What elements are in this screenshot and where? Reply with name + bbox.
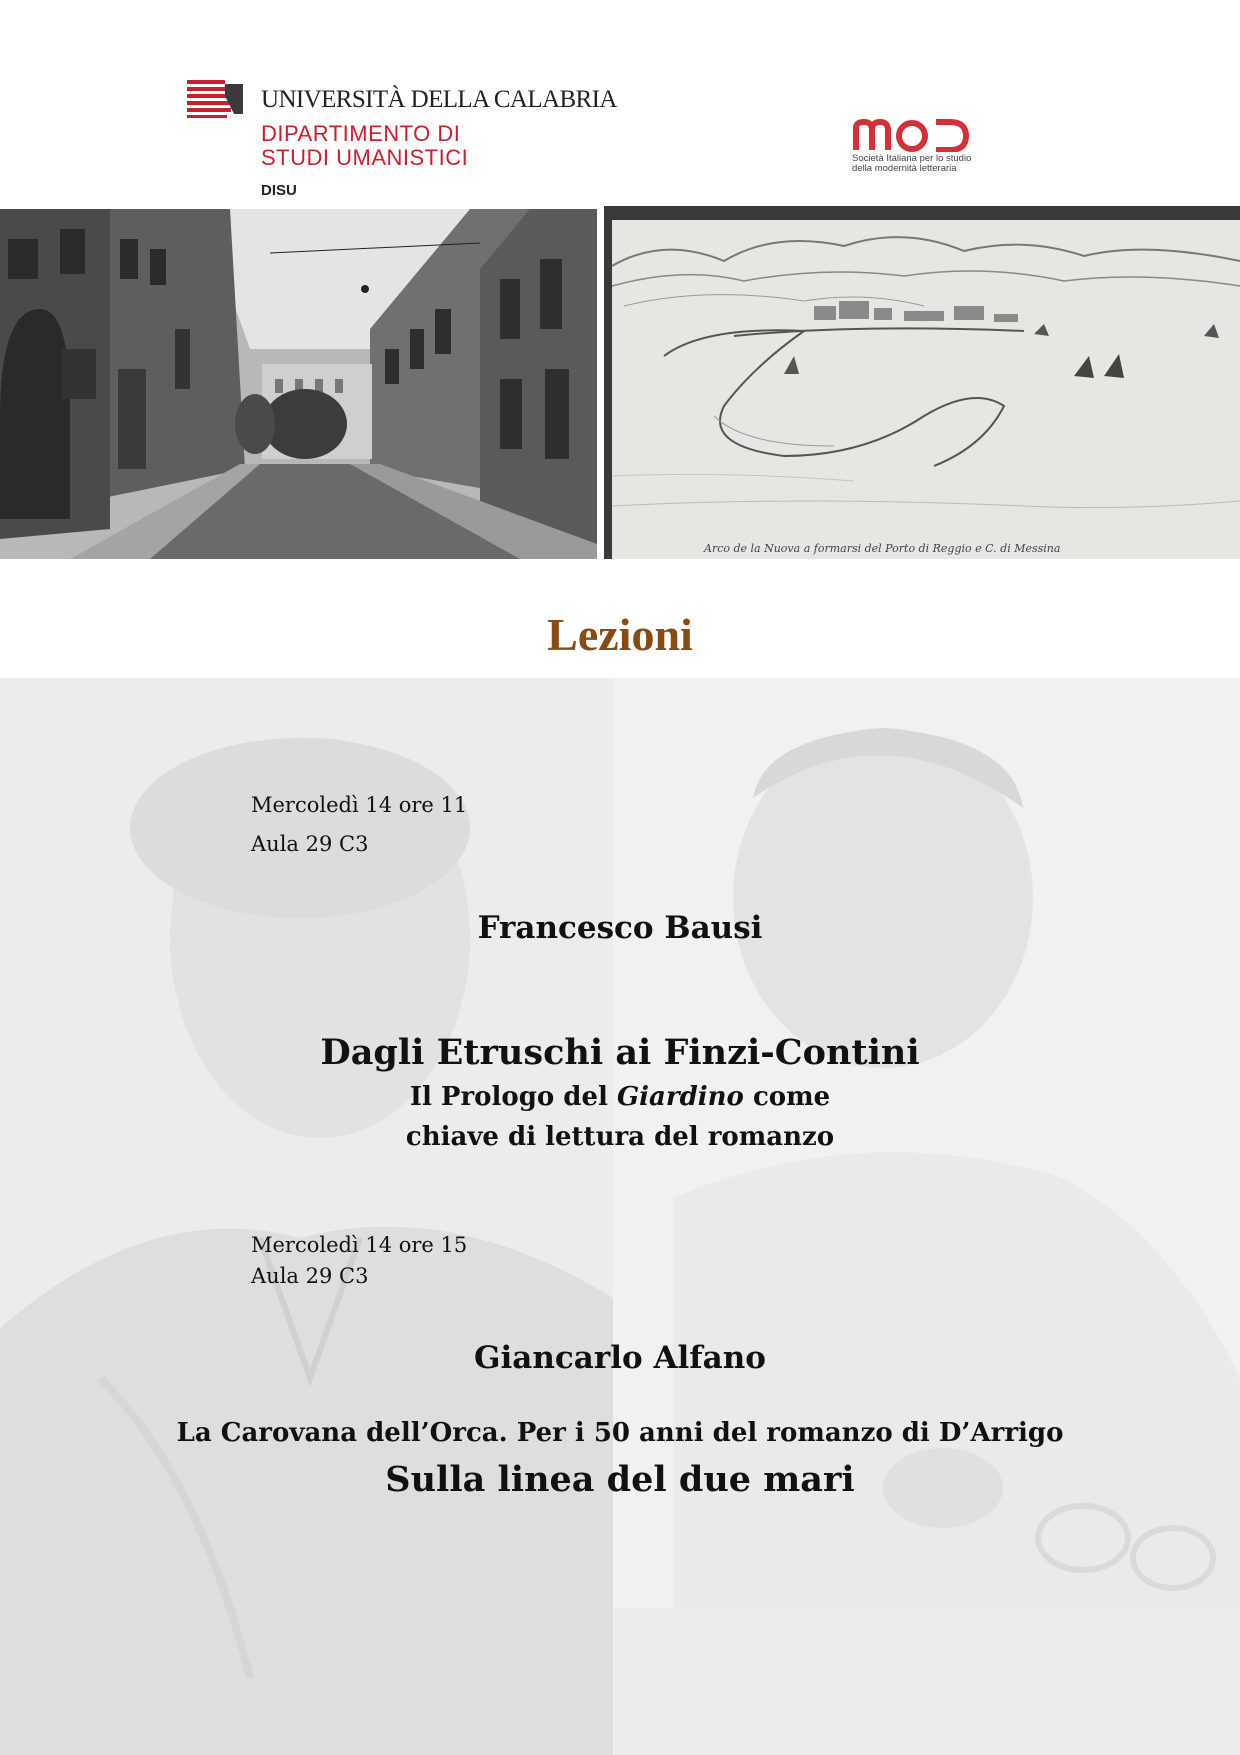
lecture2-speaker: Giancarlo Alfano (474, 1340, 766, 1376)
harbor-caption: Arco de la Nuova a formarsi del Porto di Reggio e C. di Messina (704, 542, 1061, 555)
street-photo-illustration (0, 209, 597, 559)
lecture1-subtitle-line1 (0, 1082, 1240, 1112)
lecture1-subtitle-italic: Giardino (616, 1082, 744, 1112)
department-abbr: DISU (261, 182, 297, 199)
lecture1-date: Mercoledì 14 ore 11 (251, 793, 468, 817)
lecture1-subtitle-post: come (743, 1082, 831, 1112)
department-line2: STUDI UMANISTICI (261, 145, 469, 170)
mod-logo-glyphs (852, 118, 976, 152)
lecture1-title: Dagli Etruschi ai Finzi-Contini (320, 1032, 920, 1073)
lecture1-subtitle-line2: chiave di lettura del romanzo (405, 1122, 835, 1152)
mod-logo-mark (852, 118, 976, 155)
lecture2-room: Aula 29 C3 (251, 1264, 369, 1288)
society-name (852, 154, 971, 174)
background-portraits (0, 678, 1240, 1755)
society-line1: Società Italiana per lo studio (852, 153, 972, 164)
university-logo (187, 80, 617, 200)
street-photo (0, 209, 597, 559)
mod-logo (852, 118, 1032, 178)
department-name (261, 122, 468, 170)
portrait-right-illustration (613, 678, 1240, 1755)
page-title: Lezioni (547, 609, 693, 660)
university-logo-mark (187, 80, 243, 118)
lecture2-subtitle: Sulla linea del due mari (385, 1459, 855, 1500)
harbor-drawing (604, 206, 1240, 559)
harbor-drawing-illustration (604, 206, 1240, 559)
lecture1-speaker: Francesco Bausi (477, 910, 763, 946)
lecture1-subtitle-pre: Il Prologo del (409, 1082, 617, 1112)
portrait-right (613, 678, 1240, 1755)
society-line2: della modernità letteraria (852, 163, 957, 174)
lecture2-title: La Carovana dell’Orca. Per i 50 anni del romanzo di D’Arrigo (176, 1418, 1064, 1448)
lecture2-date: Mercoledì 14 ore 15 (251, 1233, 468, 1257)
department-line1: DIPARTIMENTO DI (261, 121, 461, 146)
university-name: UNIVERSITÀ DELLA CALABRIA (261, 86, 617, 113)
lecture1-room: Aula 29 C3 (251, 832, 369, 856)
